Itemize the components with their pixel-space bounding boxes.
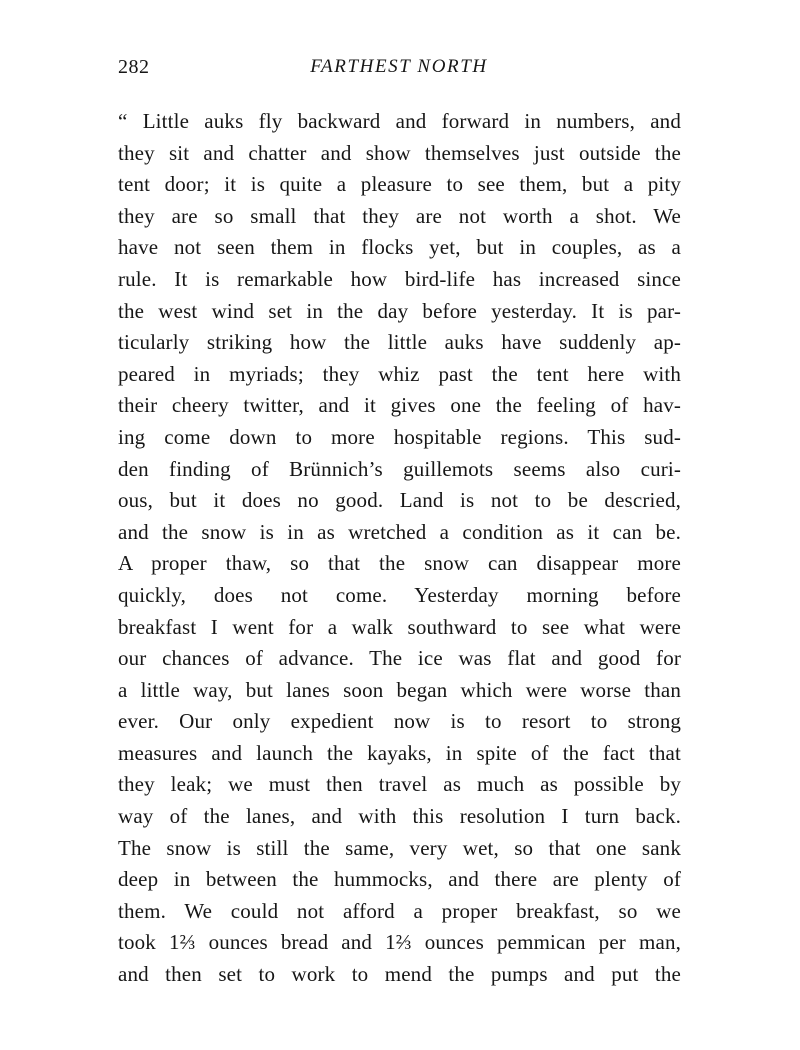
text-line: they sit and chatter and show themselves just outside the	[118, 140, 681, 165]
text-line: ticularly striking how the little auks have suddenly ap-	[118, 330, 681, 355]
running-head	[118, 56, 680, 84]
text-line: quickly, does not come. Yesterday morning before	[118, 582, 681, 607]
text-line: have not seen them in flocks yet, but in couples, as a	[118, 235, 681, 260]
text-line: A proper thaw, so that the snow can disappear more	[118, 551, 681, 576]
text-line: their cheery twitter, and it gives one the feeling of hav-	[118, 393, 681, 418]
text-line: The snow is still the same, very wet, so that one sank	[118, 835, 681, 860]
running-title: FARTHEST NORTH	[310, 56, 488, 77]
text-line: breakfast I went for a walk southward to see what were	[118, 614, 681, 639]
text-line: them. We could not afford a proper breakfast, so we	[118, 898, 681, 923]
text-line: ing come down to more hospitable regions. This sud-	[118, 424, 681, 449]
text-line: took 1⅔ ounces bread and 1⅔ ounces pemmican per man,	[118, 930, 681, 955]
text-line: deep in between the hummocks, and there are plenty of	[118, 867, 681, 892]
text-line: measures and launch the kayaks, in spite of the fact that	[118, 740, 681, 765]
body-text	[118, 106, 681, 991]
text-line: they leak; we must then travel as much as possible by	[118, 772, 681, 797]
text-line: the west wind set in the day before yesterday. It is par-	[118, 298, 681, 323]
text-line: ous, but it does no good. Land is not to be descried,	[118, 488, 681, 513]
text-line: and then set to work to mend the pumps and put the	[118, 962, 681, 987]
text-line: our chances of advance. The ice was flat and good for	[118, 646, 681, 671]
text-line: and the snow is in as wretched a condition as it can be.	[118, 519, 681, 544]
text-line: ever. Our only expedient now is to resort to strong	[118, 709, 681, 734]
text-line: way of the lanes, and with this resolution I turn back.	[118, 804, 681, 829]
text-line: they are so small that they are not worth a shot. We	[118, 203, 681, 228]
text-line: den finding of Brünnich’s guillemots seems also curi-	[118, 456, 681, 481]
text-line: peared in myriads; they whiz past the tent here with	[118, 361, 681, 386]
page-number: 282	[118, 56, 150, 78]
text-line: rule. It is remarkable how bird-life has increased since	[118, 266, 681, 291]
text-line: “ Little auks fly backward and forward in numbers, and	[118, 109, 681, 133]
text-line: tent door; it is quite a pleasure to see them, but a pity	[118, 172, 681, 197]
text-line: a little way, but lanes soon began which were worse than	[118, 677, 681, 702]
